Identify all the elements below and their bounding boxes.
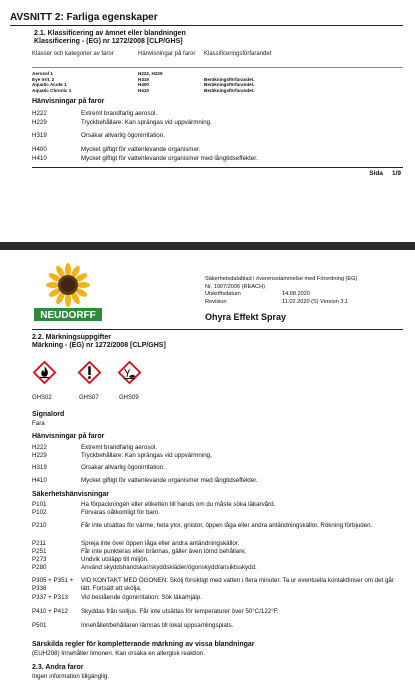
product-name: Ohyra Effekt Spray	[205, 312, 287, 322]
hazard-code: H222	[32, 110, 47, 117]
print-date: 14.08.2020	[282, 291, 310, 297]
flame-icon	[32, 360, 57, 385]
class-category: Eye Irrit. 2	[32, 76, 55, 82]
document-page-2	[0, 250, 415, 700]
column-header-hazard: Hänvisningar på faror	[138, 51, 196, 57]
print-date-label: Utskriftsdatum	[205, 291, 241, 297]
revision-label: Revision	[205, 298, 227, 305]
subsection-subtitle: Klassificering - (EG) nr 1272/2008 [CLP/GHS]	[34, 38, 183, 45]
other-hazards-heading: 2.3. Andra faror	[32, 664, 84, 671]
class-category: Aquatic Acute 1	[32, 82, 67, 87]
page-number	[369, 170, 401, 177]
precaution-code: P211	[32, 540, 46, 547]
signal-word: Fara	[32, 420, 45, 427]
pictogram-label: GHS02	[32, 395, 52, 401]
subsection-title: 2.2. Märkningsuppgifter	[32, 334, 111, 341]
hazard-code: H222	[32, 444, 47, 451]
hazard-heading: Hänvisningar på faror	[32, 98, 105, 105]
hazard-text: Orsakar allvarlig ögonirritation.	[81, 464, 165, 471]
precaution-text: Förvaras oåtkomligt för barn.	[81, 509, 161, 516]
footer-rule	[32, 167, 403, 168]
class-code: H410	[138, 87, 149, 93]
hazard-heading: Hänvisningar på faror	[32, 433, 105, 440]
precaution-text: Innehållet/behållaren lämnas till lokal uppsamlingsplats.	[81, 622, 234, 629]
exclamation-icon	[77, 360, 102, 385]
special-text: (EUH208) Innehåller limonen. Kan orsaka en allergisk reaktion.	[32, 650, 205, 657]
hazard-code: H229	[32, 119, 47, 126]
hazard-code: H400	[32, 146, 47, 153]
precaution-text: Ha förpackningen eller etiketten till hands om du måste söka läkarvård.	[81, 501, 276, 508]
precaution-text: Spreja inte över öppen låga eller andra antändningskällor.	[81, 540, 240, 547]
hazard-text: Mycket giftigt för vattenlevande organismer med långtidseffekter.	[81, 477, 258, 484]
page-label: Sida	[369, 170, 383, 177]
hazard-code: H410	[32, 477, 47, 484]
table-rule	[32, 67, 403, 68]
pictogram-label: GHS07	[79, 395, 99, 401]
class-code: H400	[138, 82, 149, 87]
precaution-text: Skyddas från solljus. Får inte utsättas för temperaturer över 50°C/122°F.	[81, 608, 279, 615]
hazard-code: H229	[32, 452, 47, 459]
hazard-text: Tryckbehållare: Kan sprängas vid uppvärmning.	[81, 452, 212, 459]
hazard-code: H319	[32, 132, 47, 139]
column-header-procedure: Klassificeringsförfarandet	[204, 51, 272, 57]
section-title: AVSNITT 2: Farliga egenskaper	[10, 12, 158, 23]
document-page-1	[0, 0, 415, 228]
sds-header-line: Säkerhetsdatablad i överensstämmelse med Förordning (EG)	[205, 276, 358, 282]
precaution-code: P280	[32, 564, 47, 571]
precaution-text: Får inte utsättas för värme, heta ytor, gnistor, öppen låga eller andra antändningskällor. Rökning förbjuden.	[81, 522, 373, 529]
header-rule	[32, 329, 403, 330]
precaution-text: Får inte punkteras eller brännas, gäller även tömd behållare.	[81, 548, 247, 555]
class-category: Aquatic Chronic 1	[32, 87, 72, 93]
precaution-code: P501	[32, 622, 47, 629]
section-rule	[10, 25, 403, 26]
hazard-text: Mycket giftigt för vattenlevande organismer med långtidseffekter.	[81, 155, 258, 162]
precaution-code: P337 + P313	[32, 594, 68, 601]
sds-header-line: Nr. 1907/2006 (REACH)	[205, 283, 266, 290]
subsection-title: 2.1. Klassificering av ämnet eller blandningen	[34, 30, 186, 37]
page-count: 1/9	[391, 170, 401, 177]
class-category: Aerosol 1	[32, 71, 53, 76]
environment-icon	[117, 360, 142, 385]
precaution-text: VID KONTAKT MED ÖGONEN: Skölj försiktigt med vatten i flera minuter. Ta ur eventuella kontaktlinser om det går lätt. Fortsätt att skölja.	[81, 577, 394, 592]
signal-heading: Signalord	[32, 411, 65, 418]
hazard-text: Extremt brandfarlig aerosol.	[81, 444, 158, 451]
hazard-code: H319	[32, 464, 47, 471]
precaution-code: P251	[32, 548, 47, 555]
page-separator	[0, 242, 415, 250]
hazard-text: Orsakar allvarlig ögonirritation.	[81, 132, 165, 139]
class-code: H222, H229	[138, 71, 163, 76]
precaution-code: P410 + P412	[32, 608, 68, 615]
pictogram-label: GHS09	[119, 395, 139, 401]
hazard-text: Extremt brandfarlig aerosol.	[81, 110, 158, 117]
column-header-category: Klasser och kategorier av faror	[32, 51, 114, 57]
precaution-code: P210	[32, 522, 47, 529]
precaution-code: P305 + P351 + P338	[32, 577, 74, 592]
revision-value: 11.02.2020 (S) Version 3.1	[282, 298, 349, 305]
class-code: H319	[138, 76, 149, 82]
brand-name: NEUDORFF	[40, 310, 96, 321]
class-procedure: Beräkningsförfarandet.	[204, 82, 255, 87]
precaution-code: P102	[32, 509, 47, 516]
precaution-heading: Säkerhetshänvisningar	[32, 491, 110, 498]
class-procedure: Beräkningsförfarandet.	[204, 76, 255, 82]
hazard-text: Mycket giftigt för vattenlevande organismer.	[81, 146, 201, 153]
precaution-code: P101	[32, 501, 47, 508]
special-heading: Särskilda regler för kompletterande märkning av vissa blandningar	[32, 641, 255, 648]
precaution-text: Använd skyddshandskar/skyddskläder/ögonskydd/ansiktsskydd.	[81, 564, 257, 571]
other-hazards-text: Ingen information tillgänglig.	[32, 673, 110, 680]
precaution-text: Vid bestående ögonirritation: Sök läkarhjälp.	[81, 594, 202, 601]
subsection-subtitle: Märkning - (EG) nr 1272/2008 [CLP/GHS]	[32, 342, 166, 349]
neudorff-logo	[32, 263, 104, 325]
hazard-code: H410	[32, 155, 47, 162]
class-procedure: Beräkningsförfarandet.	[204, 87, 255, 93]
precaution-text: Undvik utsläpp till miljön.	[81, 556, 149, 563]
precaution-code: P273	[32, 556, 47, 563]
hazard-text: Tryckbehållare: Kan sprängas vid uppvärmning.	[81, 119, 212, 126]
